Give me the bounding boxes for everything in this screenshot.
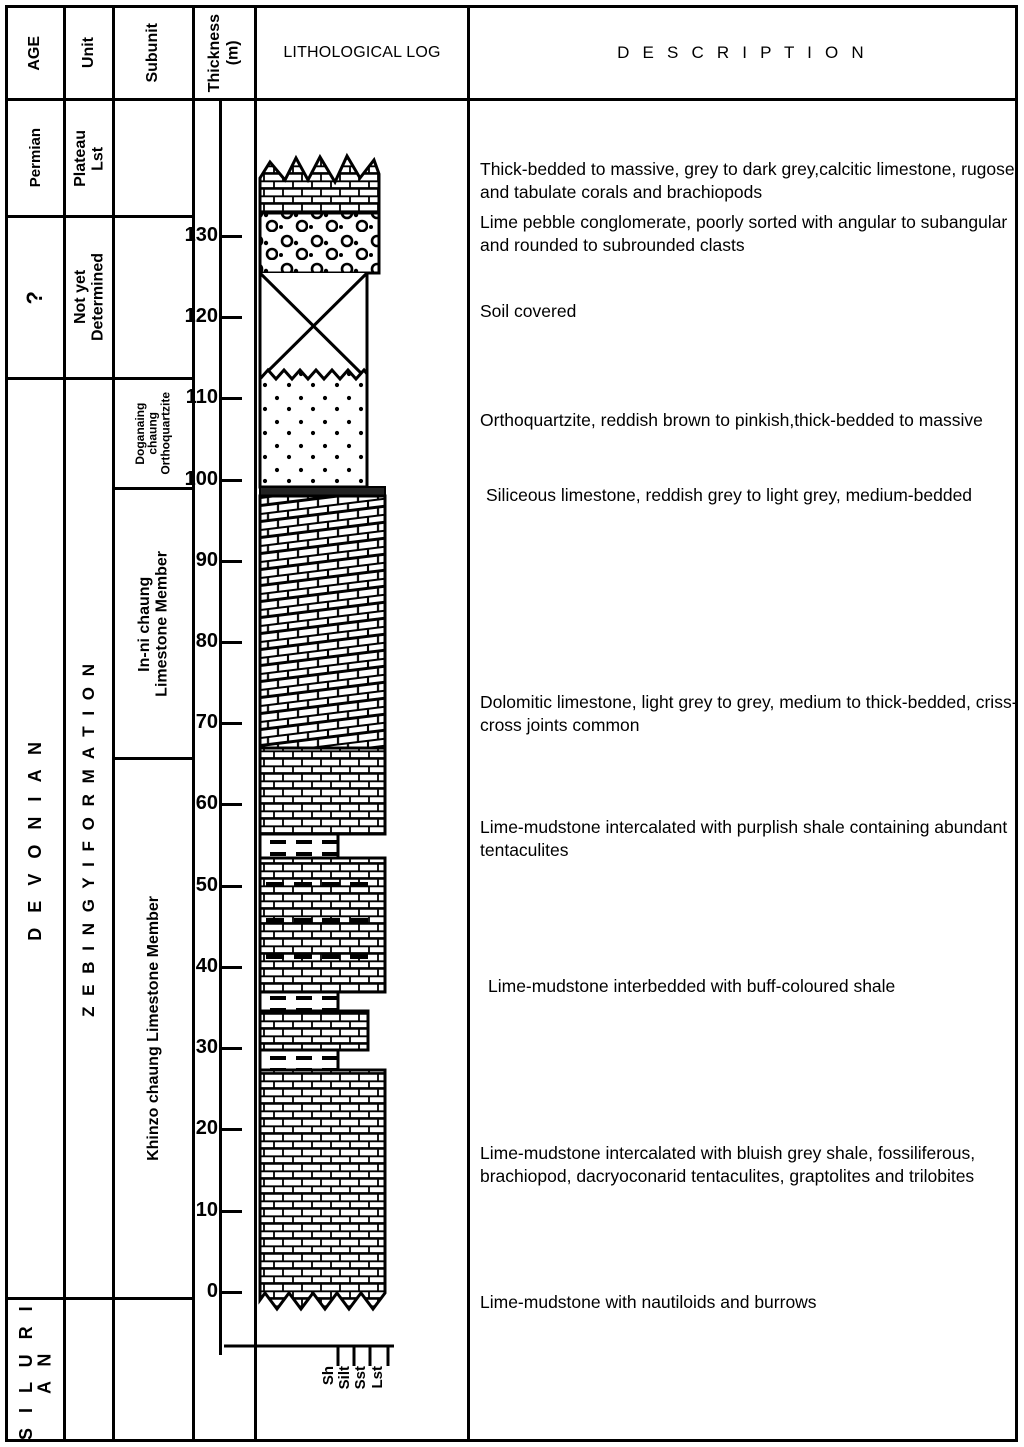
thickness-axis [219, 101, 222, 1355]
thickness-tick-120 [222, 316, 242, 319]
thickness-tick-90 [222, 560, 242, 563]
subunit-dog-line2: chaung [146, 412, 161, 455]
header-thickness-line1: Thickness [206, 13, 224, 93]
subunit-cell-khinzo-chaung-limestone: Khinzo chaung Limestone Member [144, 896, 162, 1161]
litho-lime-mudstone-lower [260, 1070, 385, 1309]
litho-shale-band-30m [260, 1050, 338, 1070]
thickness-label-20: 20 [195, 1117, 218, 1139]
thickness-tick-80 [222, 641, 242, 644]
unit-cell-not-yet-determined [66, 218, 112, 377]
grain-size-ruler [224, 1346, 394, 1366]
thickness-label-100: 100 [184, 468, 218, 490]
age-cell-permian: Permian [26, 128, 44, 188]
header-unit: Unit [79, 37, 97, 69]
thickness-label-130: 130 [184, 224, 218, 246]
thickness-label-110: 110 [185, 386, 218, 408]
unit-ndet-line2: Determined [89, 253, 106, 342]
thickness-label-120: 120 [184, 305, 218, 327]
description-paragraph-5: Dolomitic limestone, light grey to grey, medium to thick-bedded, criss-cross joints common [480, 692, 1018, 736]
litho-massive-limestone-corals [260, 156, 379, 213]
thickness-label-70: 70 [195, 711, 218, 733]
description-paragraph-1: Lime pebble conglomerate, poorly sorted with angular to subangular and rounded to subrounded clasts [480, 212, 1008, 256]
description-paragraph-3: Orthoquartzite, reddish brown to pinkish,thick-bedded to massive [480, 410, 983, 430]
thickness-tick-20 [222, 1128, 242, 1131]
litho-orthoquartzite [260, 370, 367, 487]
column-rule-log-description [467, 8, 470, 1439]
grain-size-label-lst: Lst [369, 1366, 386, 1389]
age-cell-silurian: S I L U R I A N [15, 1301, 55, 1441]
age-cell-devonian: D E V O N I A N [25, 736, 46, 941]
litho-purplish-shale-band [260, 834, 338, 858]
thickness-tick-30 [222, 1047, 242, 1050]
description-paragraph-9: Lime-mudstone with nautiloids and burrows [480, 1292, 817, 1312]
litho-shale-band-38m [260, 992, 338, 1011]
thickness-label-40: 40 [195, 955, 218, 977]
thickness-tick-60 [222, 803, 242, 806]
column-rule-thickness-log [254, 8, 257, 1439]
unit-cell-plateau-lst [66, 101, 112, 215]
description-paragraph-7: Lime-mudstone interbedded with buff-coloured shale [488, 976, 896, 996]
unit-plateau-line1: Plateau [71, 129, 89, 187]
thickness-tick-70 [222, 722, 242, 725]
description-paragraph-0: Thick-bedded to massive, grey to dark grey,calcitic limestone, rugose and tabulate corals and brachiopods [480, 159, 1015, 203]
header-lithological-log: LITHOLOGICAL LOG [283, 44, 441, 61]
litho-lime-mudstone-30-38 [260, 1011, 368, 1050]
shale-partings-mid [266, 882, 368, 959]
thickness-label-30: 30 [195, 1036, 218, 1058]
thickness-label-0: 0 [206, 1280, 218, 1302]
thickness-label-50: 50 [195, 874, 218, 896]
unit-plateau-line2: Lst [89, 146, 106, 170]
litho-siliceous-limestone [260, 487, 385, 496]
stratigraphic-column-sheet [5, 5, 1018, 1442]
thickness-tick-40 [222, 966, 242, 969]
header-thickness-line2: (m) [224, 40, 242, 66]
thickness-tick-130 [222, 235, 242, 238]
age-cell-unknown: ? [22, 290, 48, 305]
subunit-inni-line1: In-ni chaung [136, 575, 154, 672]
header-description: D E S C R I P T I O N [617, 43, 868, 62]
thickness-label-60: 60 [195, 792, 218, 814]
thickness-tick-10 [222, 1210, 242, 1213]
litho-soil-covered [260, 273, 367, 379]
unit-ndet-line1: Not yet [71, 270, 89, 325]
subunit-dog-line1: Doganaing [133, 402, 148, 465]
description-paragraph-6: Lime-mudstone intercalated with purplish shale containing abundant tentaculites [480, 817, 1008, 861]
grain-size-label-sh: Sh [320, 1366, 337, 1386]
header-subunit: Subunit [144, 23, 162, 83]
litho-lime-pebble-conglomerate [260, 213, 379, 273]
unit-cell-zebingyi-formation: Z E B I N G Y I F O R M A T I O N [79, 660, 99, 1017]
header-thickness [195, 8, 254, 98]
description-paragraph-4: Siliceous limestone, reddish grey to light grey, medium-bedded [486, 485, 973, 505]
litho-lime-mudstone-upper [260, 748, 385, 834]
subunit-inni-line2: Limestone Member [153, 550, 171, 697]
grain-size-label-silt: Silt [336, 1366, 353, 1390]
thickness-label-90: 90 [195, 549, 218, 571]
thickness-tick-50 [222, 885, 242, 888]
description-paragraph-8: Lime-mudstone intercalated with bluish grey shale, fossiliferous, brachiopod, dacryoconarid tentaculites, graptolites and trilobites [480, 1143, 976, 1187]
thickness-label-80: 80 [195, 630, 218, 652]
description-paragraph-2: Soil covered [480, 301, 577, 321]
litho-lime-mudstone-mid [260, 858, 385, 992]
subunit-dog-line3: Orthoquartzite [158, 392, 173, 475]
header-divider [8, 98, 1015, 101]
grain-size-label-sst: Sst [352, 1366, 369, 1390]
thickness-tick-0 [222, 1291, 242, 1294]
thickness-label-10: 10 [195, 1199, 218, 1221]
thickness-tick-100 [222, 479, 242, 482]
thickness-tick-110 [222, 397, 242, 400]
litho-dolomitic-limestone [260, 496, 385, 748]
header-age: AGE [26, 35, 44, 71]
